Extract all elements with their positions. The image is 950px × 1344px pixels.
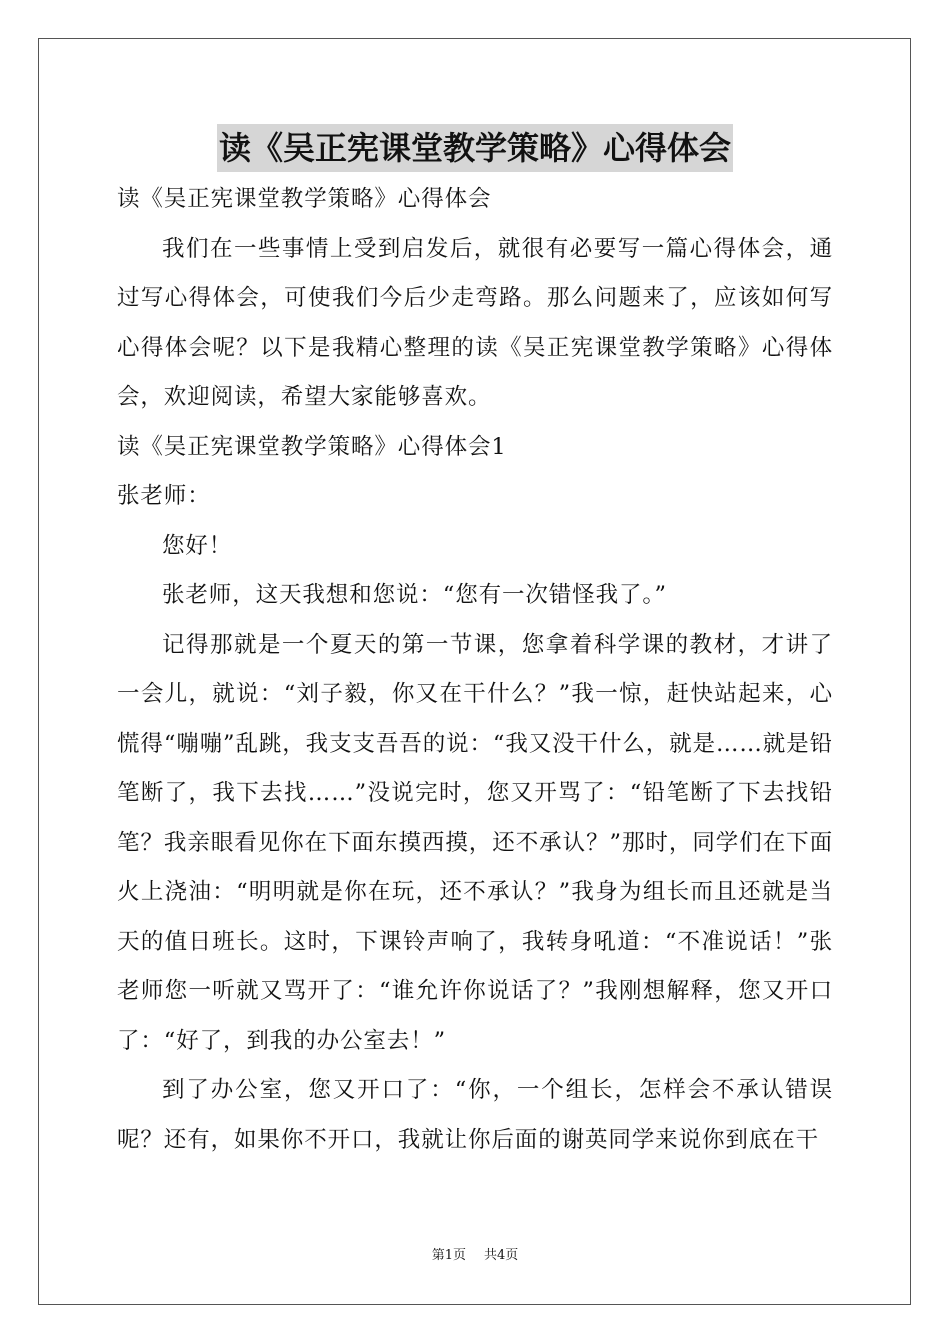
body-paragraph: 到了办公室，您又开口了：“你，一个组长，怎样会不承认错误呢？还有，如果你不开口，我就让你后面的谢英同学来说你到底在干: [117, 1077, 833, 1153]
section-heading: 读《吴正宪课堂教学策略》心得体会1: [117, 433, 507, 460]
body-paragraph: 张老师，这天我想和您说：“您有一次错怪我了。”: [162, 582, 667, 608]
page-footer: [0, 1246, 950, 1266]
document-title: 读《吴正宪课堂教学策略》心得体会: [217, 124, 733, 172]
letter-salutation: 张老师：: [117, 483, 211, 509]
page-total: 共4页: [484, 1248, 519, 1263]
document-body: [117, 175, 833, 1165]
body-paragraph: 记得那就是一个夏天的第一节课，您拿着科学课的教材，才讲了一会儿，就说：“刘子毅，你又在干什么？”我一惊，赶快站起来，心慌得“嘣嘣”乱跳，我支支吾吾的说：“我又没干什么，就是……就是铅笔断了，我下去找……”没说完时，您又开骂了：“铅笔断了下去找铅笔？我亲眼看见你在下面东摸西摸，还不承认？”那时，同学们在下面火上浇油：“明明就是你在玩，还不承认？”我身为组长而且还就是当天的值日班长。这时，下课铃声响了，我转身吼道：“不准说话！”张老师您一听就又骂开了：“谁允许你说话了？”我刚想解释，您又开口了：“好了，到我的办公室去！”: [117, 631, 833, 1054]
body-paragraph: 您好！: [162, 532, 233, 559]
title-area: [0, 124, 950, 172]
body-paragraph: 我们在一些事情上受到启发后，就很有必要写一篇心得体会，通过写心得体会，可使我们今后少走弯路。那么问题来了，应该如何写心得体会呢？以下是我精心整理的读《吴正宪课堂教学策略》心得体会，欢迎阅读，希望大家能够喜欢。: [117, 235, 833, 410]
page-number: 第1页: [431, 1248, 466, 1263]
body-paragraph: 读《吴正宪课堂教学策略》心得体会: [117, 186, 492, 212]
